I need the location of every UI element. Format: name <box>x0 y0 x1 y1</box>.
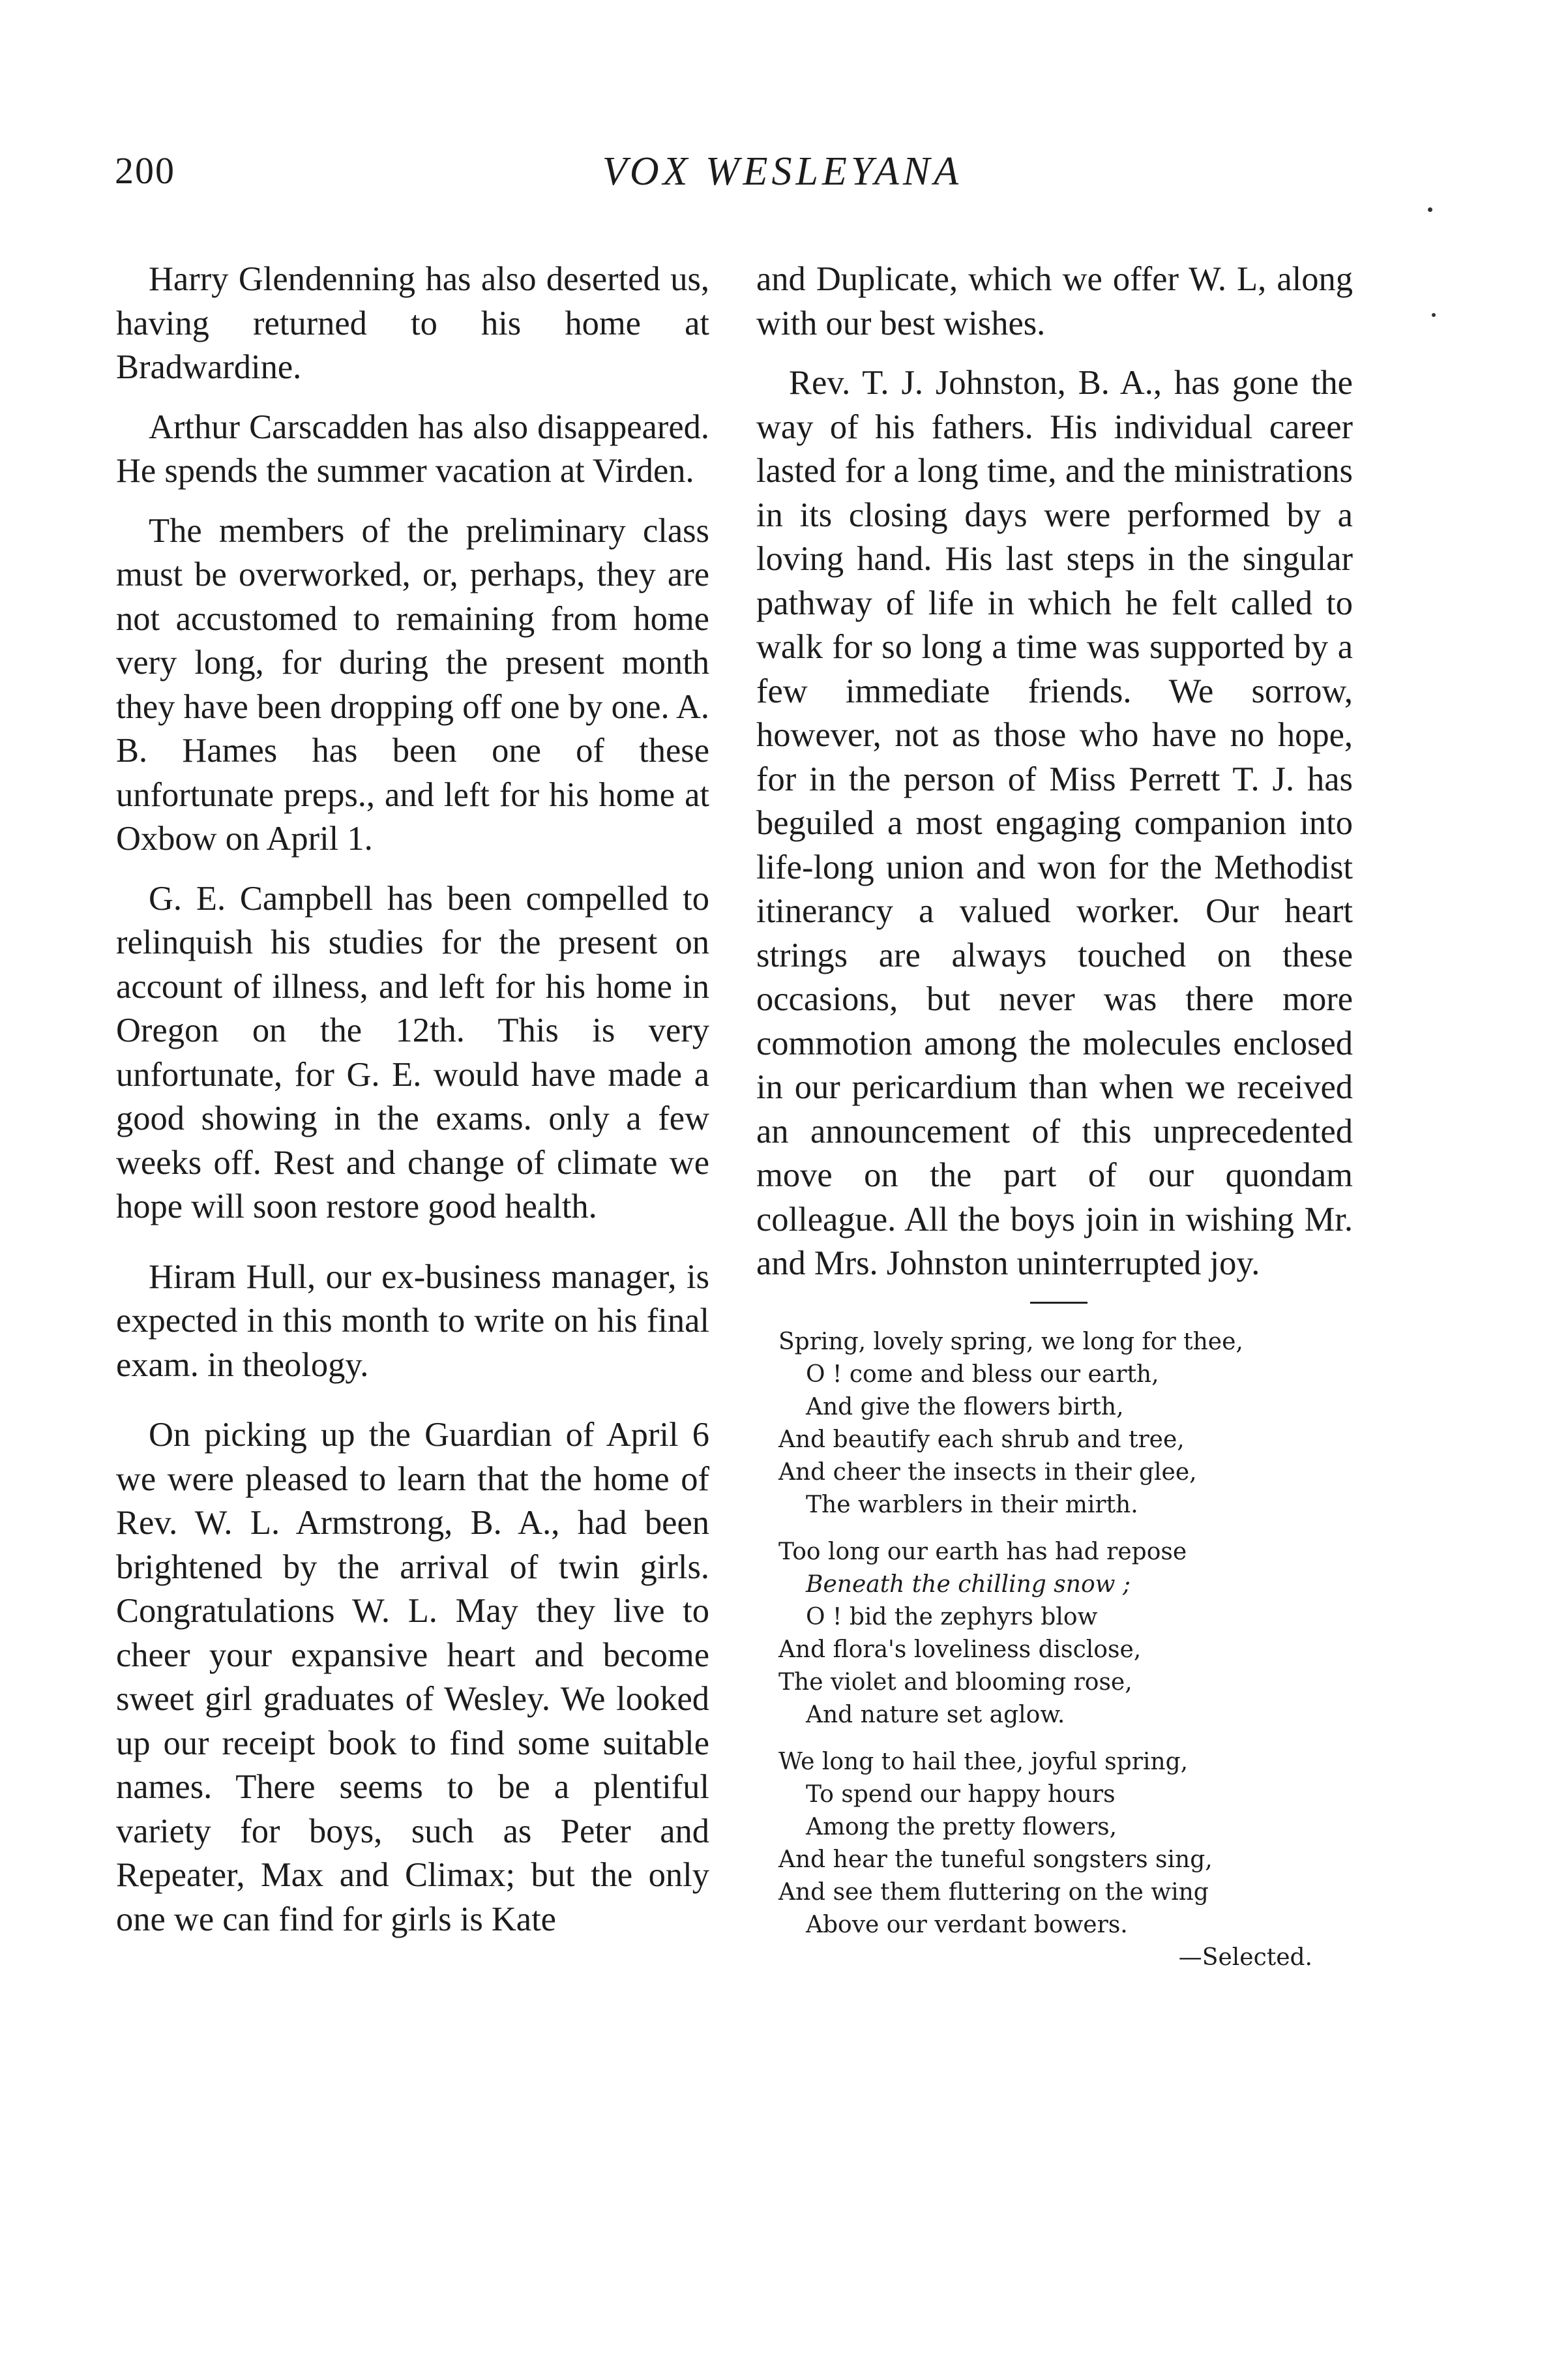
page-header <box>0 0 1568 215</box>
poem-line: The violet and blooming rose, <box>778 1668 1132 1696</box>
poem-line: The warblers in their mirth. <box>806 1491 1138 1518</box>
paragraph-carscadden: Arthur Carscadden has also disappeared. He spends the summer vacation at Virden. <box>116 408 709 490</box>
poem-line: We long to hail thee, joyful spring, <box>778 1748 1189 1775</box>
poem-line: Beneath the chilling snow ; <box>806 1570 1131 1598</box>
poem-line: Among the pretty flowers, <box>806 1813 1117 1840</box>
print-speck <box>1432 313 1436 317</box>
poem-line: And cheer the insects in their glee, <box>778 1458 1197 1486</box>
poem-stanza-2 <box>778 1536 1353 1732</box>
right-column <box>756 258 1353 1988</box>
poem-line: And flora's loveliness disclose, <box>778 1636 1142 1663</box>
poem-stanza-3 <box>778 1746 1353 1974</box>
poem-line: Above our verdant bowers. <box>806 1911 1128 1938</box>
left-column <box>116 258 709 1957</box>
paragraph-johnston: Rev. T. J. Johnston, B. A., has gone the way of his fathers. His individual career lasted for a long time, and the ministrations in its closing days were performed by a loving hand. His last steps in the singular pathway of life in which he felt called to walk for so long a time was supported by a few immediate friends. We sorrow, however, not as those who have no hope, for in the person of Miss Perrett T. J. has beguiled a most engaging companion into life-long union and won for the Methodist itinerancy a valued worker. Our heart strings are always touched on these occasions, but never was there more commotion among the molecules enclosed in our pericardium than when we received an announcement of this unprecedented move on the part of our quondam colleague. All the boys join in wishing Mr. and Mrs. Johnston uninterrupted joy. <box>756 364 1353 1282</box>
print-speck <box>1428 207 1432 212</box>
paragraph-campbell: G. E. Campbell has been compelled to relinquish his studies for the present on account of illness, and left for his home in Oregon on the 12th. This is very unfortunate, for G. E. would have made a good showing in the exams. only a few weeks off. Rest and change of climate we hope will soon restore good health. <box>116 879 709 1225</box>
paragraph-glendenning: Harry Glendenning has also deserted us, having returned to his home at Bradwardine. <box>116 260 709 386</box>
poem-stanza-1 <box>778 1326 1353 1522</box>
page-number: 200 <box>115 149 175 192</box>
poem-line: O ! come and bless our earth, <box>806 1360 1159 1388</box>
running-title: VOX WESLEYANA <box>602 149 963 194</box>
paragraph-preliminary-class: The members of the preliminary class must be overworked, or, perhaps, they are not accustomed to remaining from home very long, for during the present month they have been dropping off one by one. A. B. Hames has been one of these unfortunate preps., and left for his home at Oxbow on April 1. <box>116 511 709 858</box>
poem-line: And see them fluttering on the wing <box>778 1878 1209 1906</box>
poem-line: Too long our earth has had repose <box>778 1538 1187 1565</box>
poem-line: And hear the tuneful songsters sing, <box>778 1846 1213 1873</box>
paragraph-continuation: and Duplicate, which we offer W. L, along with our best wishes. <box>756 260 1353 342</box>
poem-line: Spring, lovely spring, we long for thee, <box>778 1328 1243 1355</box>
section-divider <box>1030 1302 1087 1304</box>
poem-credit: —Selected. <box>1178 1943 1312 1971</box>
poem-line: And beautify each shrub and tree, <box>778 1426 1185 1453</box>
poem-line: And give the flowers birth, <box>806 1393 1124 1420</box>
poem-line: To spend our happy hours <box>806 1780 1116 1808</box>
poem-line: O ! bid the zephyrs blow <box>806 1603 1098 1630</box>
paragraph-armstrong: On picking up the Guardian of April 6 we were pleased to learn that the home of Rev. W. L. Armstrong, B. A., had been brightened by the arrival of twin girls. Congratulations W. L. May they live to cheer your expansive heart and become sweet girl graduates of Wesley. We looked up our receipt book to find some suitable names. There seems to be a plentiful variety for boys, such as Peter and Repeater, Max and Climax; but the only one we can find for girls is Kate <box>116 1416 709 1938</box>
paragraph-hull: Hiram Hull, our ex-business manager, is expected in this month to write on his final exam. in theology. <box>116 1257 709 1384</box>
poem <box>778 1326 1353 1974</box>
poem-line: And nature set aglow. <box>806 1701 1065 1728</box>
